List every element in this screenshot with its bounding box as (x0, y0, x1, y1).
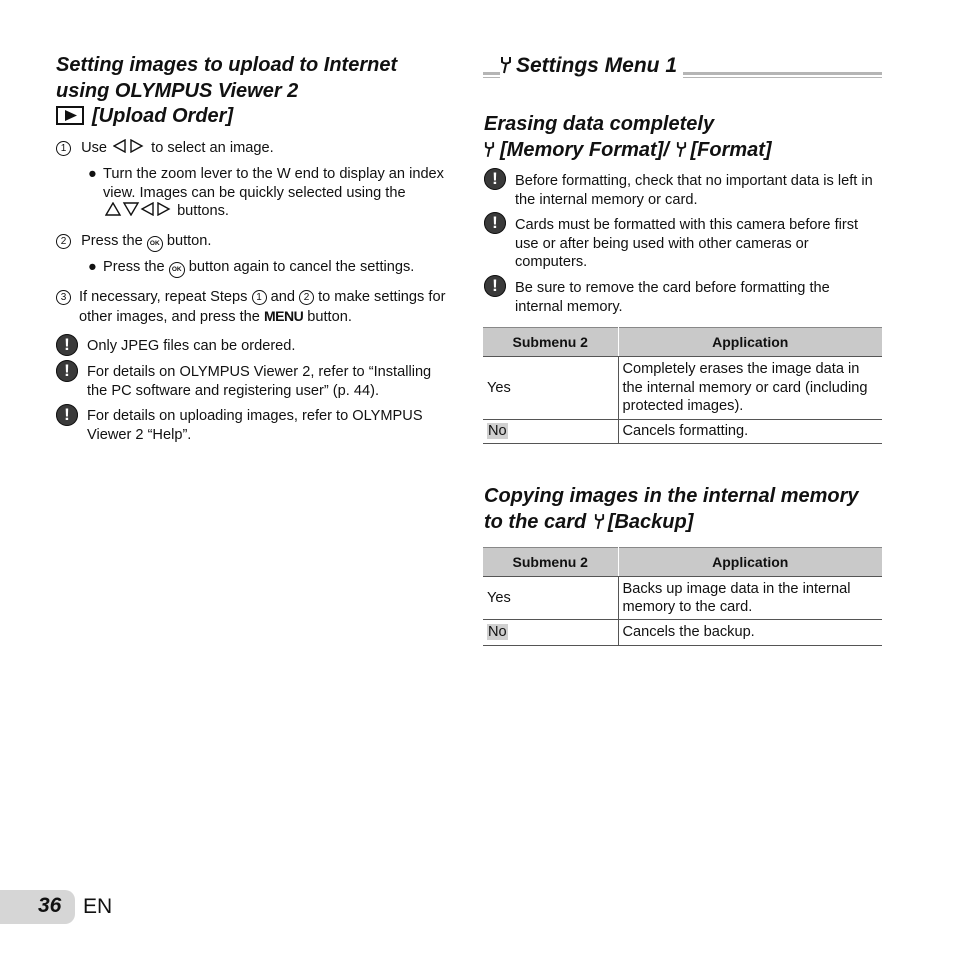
step-3 (56, 288, 454, 326)
caution-icon: ! (56, 334, 78, 356)
table-header-application: Application (618, 328, 882, 357)
left-right-arrows-icon (113, 139, 145, 153)
table-row (483, 620, 882, 646)
note-viewer-help: For details on uploading images, refer to OLYMPUS Viewer 2 “Help”. (87, 408, 423, 443)
note-remove-card: Be sure to remove the card before formatting the internal memory. (515, 280, 830, 315)
step-ref-2: 2 (299, 290, 314, 305)
table-cell-option (483, 420, 618, 444)
heading-line-3 (56, 104, 456, 130)
step-number-1: 1 (56, 141, 71, 156)
format-label: [Format] (690, 139, 772, 161)
bullet-cancel (88, 258, 463, 278)
playback-icon (56, 106, 84, 125)
table-row (483, 357, 882, 420)
bullet-cancel-post: button again to cancel the settings. (188, 259, 415, 275)
table-cell-option: Yes (483, 357, 618, 420)
wrench-icon (484, 141, 495, 158)
bullet-zoom-text: Turn the zoom lever to the W end to display an index view. Images can be quickly selected using the (103, 166, 444, 201)
caution-icon: ! (56, 404, 78, 426)
ok-button-icon: OK (147, 236, 163, 252)
settings-menu-title (500, 54, 683, 78)
ok-button-icon: OK (169, 262, 185, 278)
erase-heading (484, 111, 772, 163)
table-row (483, 577, 882, 620)
wrench-icon (676, 141, 687, 158)
step-ref-1: 1 (252, 290, 267, 305)
backup-heading-line-1: Copying images in the internal memory (484, 485, 859, 507)
step-2-pre: Press the (81, 233, 143, 249)
caution-icon: ! (56, 360, 78, 382)
step-number-2: 2 (56, 234, 71, 249)
table-cell-option-text: No (488, 624, 507, 641)
step-3-a: If necessary, repeat Steps (79, 289, 248, 305)
wrench-icon (500, 56, 512, 74)
step-1-pre: Use (81, 140, 108, 156)
table-cell-option: Yes (483, 577, 618, 620)
bullet-dot: ● (88, 166, 97, 182)
backup-heading-line-2 (484, 509, 859, 535)
backup-heading-line-2a: to the card (484, 511, 587, 533)
four-way-arrows-icon (105, 202, 171, 216)
heading-line-1: Setting images to upload to Internet (56, 54, 398, 76)
memory-format-label: [Memory Format]/ (500, 139, 669, 161)
caution-icon: ! (484, 275, 506, 297)
upload-order-heading (56, 53, 456, 130)
step-3-and: and (270, 289, 295, 305)
bullet-zoom-lever (88, 165, 463, 221)
caution-icon: ! (484, 212, 506, 234)
note-cards-format: Cards must be formatted with this camera before first use or after being used with other cameras or computers. (515, 217, 859, 270)
bullet-zoom-post: buttons. (177, 203, 229, 219)
table-row (483, 420, 882, 444)
table-cell-description: Completely erases the image data in the internal memory or card (including protected images). (618, 357, 882, 420)
step-2 (56, 232, 211, 252)
erase-heading-line-2 (484, 137, 772, 163)
step-1 (56, 139, 274, 158)
heading-line-2: using OLYMPUS Viewer 2 (56, 79, 299, 102)
page-language: EN (83, 895, 113, 918)
step-1-post: to select an image. (151, 140, 274, 156)
heading-upload-order: [Upload Order] (92, 105, 234, 127)
menu-button-label: MENU (263, 307, 304, 324)
table-cell-option (483, 620, 618, 646)
settings-menu-label: Settings Menu 1 (516, 54, 678, 77)
erase-heading-line-1: Erasing data completely (484, 113, 715, 135)
note-viewer-install: For details on OLYMPUS Viewer 2, refer to “Installing the PC software and registering user” (p. 44). (87, 364, 432, 399)
backup-table (483, 547, 882, 646)
page-number: 36 (38, 894, 62, 917)
format-table (483, 327, 882, 444)
bullet-cancel-pre: Press the (103, 259, 165, 275)
table-header-submenu: Submenu 2 (483, 548, 618, 577)
table-cell-description: Backs up image data in the internal memory to the card. (618, 577, 882, 620)
backup-label: [Backup] (607, 511, 694, 533)
step-number-3: 3 (56, 290, 71, 305)
step-3-c: button. (307, 308, 352, 325)
table-cell-option-text: No (488, 423, 507, 440)
step-3-b: to make settings for other images, and press the (79, 289, 446, 325)
wrench-icon (594, 513, 605, 530)
backup-heading (484, 483, 859, 535)
bullet-dot: ● (88, 259, 97, 275)
step-2-post: button. (166, 233, 212, 249)
table-header-submenu: Submenu 2 (483, 328, 618, 357)
table-cell-description: Cancels the backup. (618, 620, 882, 646)
table-header-application: Application (618, 548, 882, 577)
caution-icon: ! (484, 168, 506, 190)
note-jpeg: Only JPEG files can be ordered. (87, 338, 296, 354)
note-before-format: Before formatting, check that no important data is left in the internal memory or card. (515, 173, 873, 208)
table-cell-description: Cancels formatting. (618, 420, 882, 444)
